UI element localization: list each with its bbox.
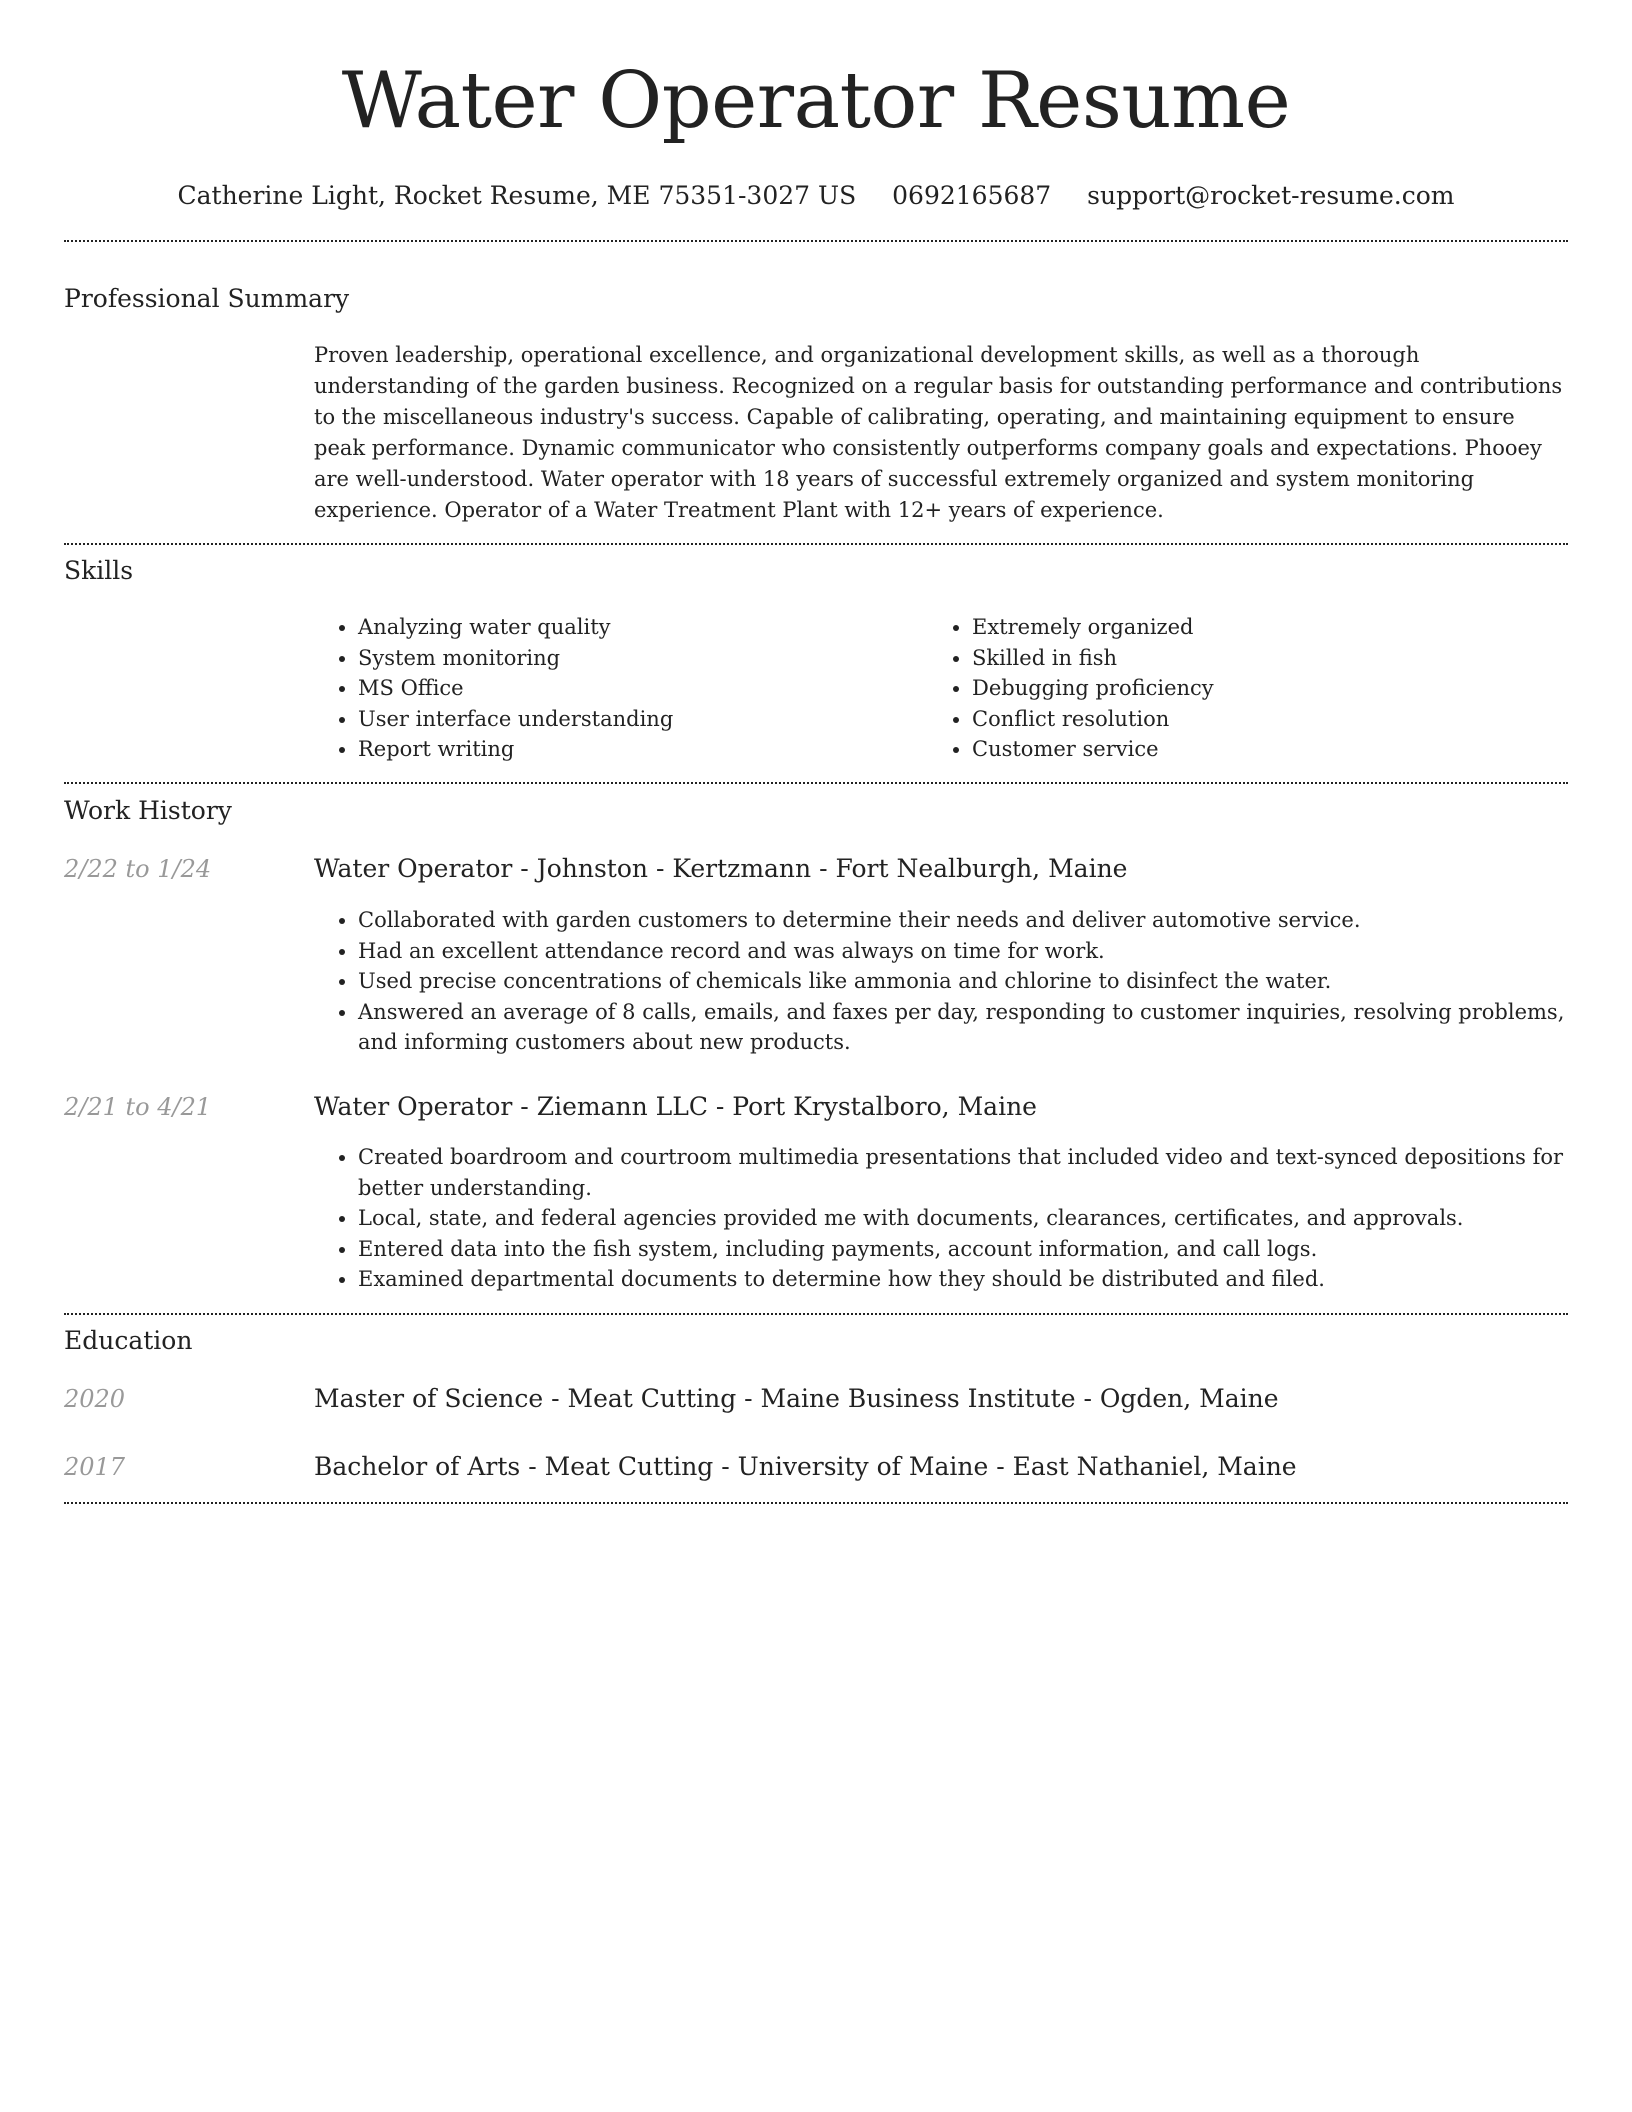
skill-item: • Debugging proficiency: [972, 673, 1528, 704]
skills-heading: Skills: [64, 556, 134, 585]
divider: [64, 782, 1568, 784]
skill-item: • Conflict resolution: [972, 704, 1528, 735]
contact-email: support@rocket-resume.com: [1087, 181, 1455, 210]
skill-item: • Customer service: [972, 734, 1528, 765]
divider: [64, 1502, 1568, 1504]
education-school: - Maine Business Institute - Ogden, Maine: [736, 1384, 1279, 1413]
job-duties: [314, 905, 1568, 1058]
resume-header: [64, 54, 1568, 212]
education-degree: Master of Science - Meat Cutting: [314, 1384, 737, 1413]
job-duties: [314, 1142, 1568, 1295]
skill-item: • System monitoring: [358, 643, 914, 674]
summary-section: [314, 340, 1568, 526]
divider: [64, 1313, 1568, 1315]
skill-item: • Analyzing water quality: [358, 612, 914, 643]
education-year: 2017: [64, 1453, 126, 1481]
contact-line: [64, 180, 1568, 212]
skills-list-left: [314, 612, 914, 765]
education-school: - University of Maine - East Nathaniel, Maine: [713, 1452, 1297, 1481]
divider: [64, 240, 1568, 242]
contact-phone: 0692165687: [892, 181, 1052, 210]
divider: [64, 543, 1568, 545]
job-title: Water Operator - Ziemann LLC - Port Krystalboro, Maine: [314, 1092, 1037, 1121]
job-duty: • Created boardroom and courtroom multimedia presentations that included video and text-synced depositions for better understanding.: [358, 1142, 1568, 1203]
contact-address: Catherine Light, Rocket Resume, ME 75351-3027 US: [177, 181, 857, 210]
education-heading: Education: [64, 1326, 193, 1355]
job-duty: • Answered an average of 8 calls, emails, and faxes per day, responding to customer inquiries, resolving problems, and informing customers about new products.: [358, 997, 1568, 1058]
skill-item: • Report writing: [358, 734, 914, 765]
job-duty: • Used precise concentrations of chemicals like ammonia and chlorine to disinfect the water.: [358, 966, 1568, 997]
education-degree: Bachelor of Arts - Meat Cutting: [314, 1452, 714, 1481]
education-entry: [314, 1383, 1568, 1415]
job-dates: 2/22 to 1/24: [64, 855, 212, 883]
skill-item: • Extremely organized: [972, 612, 1528, 643]
job-duty: • Examined departmental documents to determine how they should be distributed and filed.: [358, 1264, 1568, 1295]
skill-item: • User interface understanding: [358, 704, 914, 735]
page-title: Water Operator Resume: [341, 56, 1291, 146]
skills-list-right: [928, 612, 1528, 765]
job-title: Water Operator - Johnston - Kertzmann - Fort Nealburgh, Maine: [314, 854, 1128, 883]
job-duty: • Collaborated with garden customers to determine their needs and deliver automotive service.: [358, 905, 1568, 936]
job-duty: • Local, state, and federal agencies provided me with documents, clearances, certificates, and approvals.: [358, 1203, 1568, 1234]
education-entry: [314, 1451, 1568, 1483]
work-heading: Work History: [64, 796, 232, 825]
summary-heading: Professional Summary: [64, 284, 350, 313]
skill-item: • MS Office: [358, 673, 914, 704]
job-dates: 2/21 to 4/21: [64, 1093, 212, 1121]
job-duty: • Had an excellent attendance record and was always on time for work.: [358, 936, 1568, 967]
education-year: 2020: [64, 1385, 126, 1413]
summary-text: Proven leadership, operational excellence, and organizational development skills, as well as a thorough understanding of the garden business. Recognized on a regular basis for outstanding performance and contributions to the miscellaneous industry's success. Capable of calibrating, operating, and maintaining equipment to ensure peak performance. Dynamic communicator who consistently outperforms company goals and expectations. Phooey are well-understood. Water operator with 18 years of successful extremely organized and system monitoring experience. Operator of a Water Treatment Plant with 12+ years of experience.: [314, 343, 1563, 522]
skill-item: • Skilled in fish: [972, 643, 1528, 674]
job-duty: • Entered data into the fish system, including payments, account information, and call logs.: [358, 1234, 1568, 1265]
